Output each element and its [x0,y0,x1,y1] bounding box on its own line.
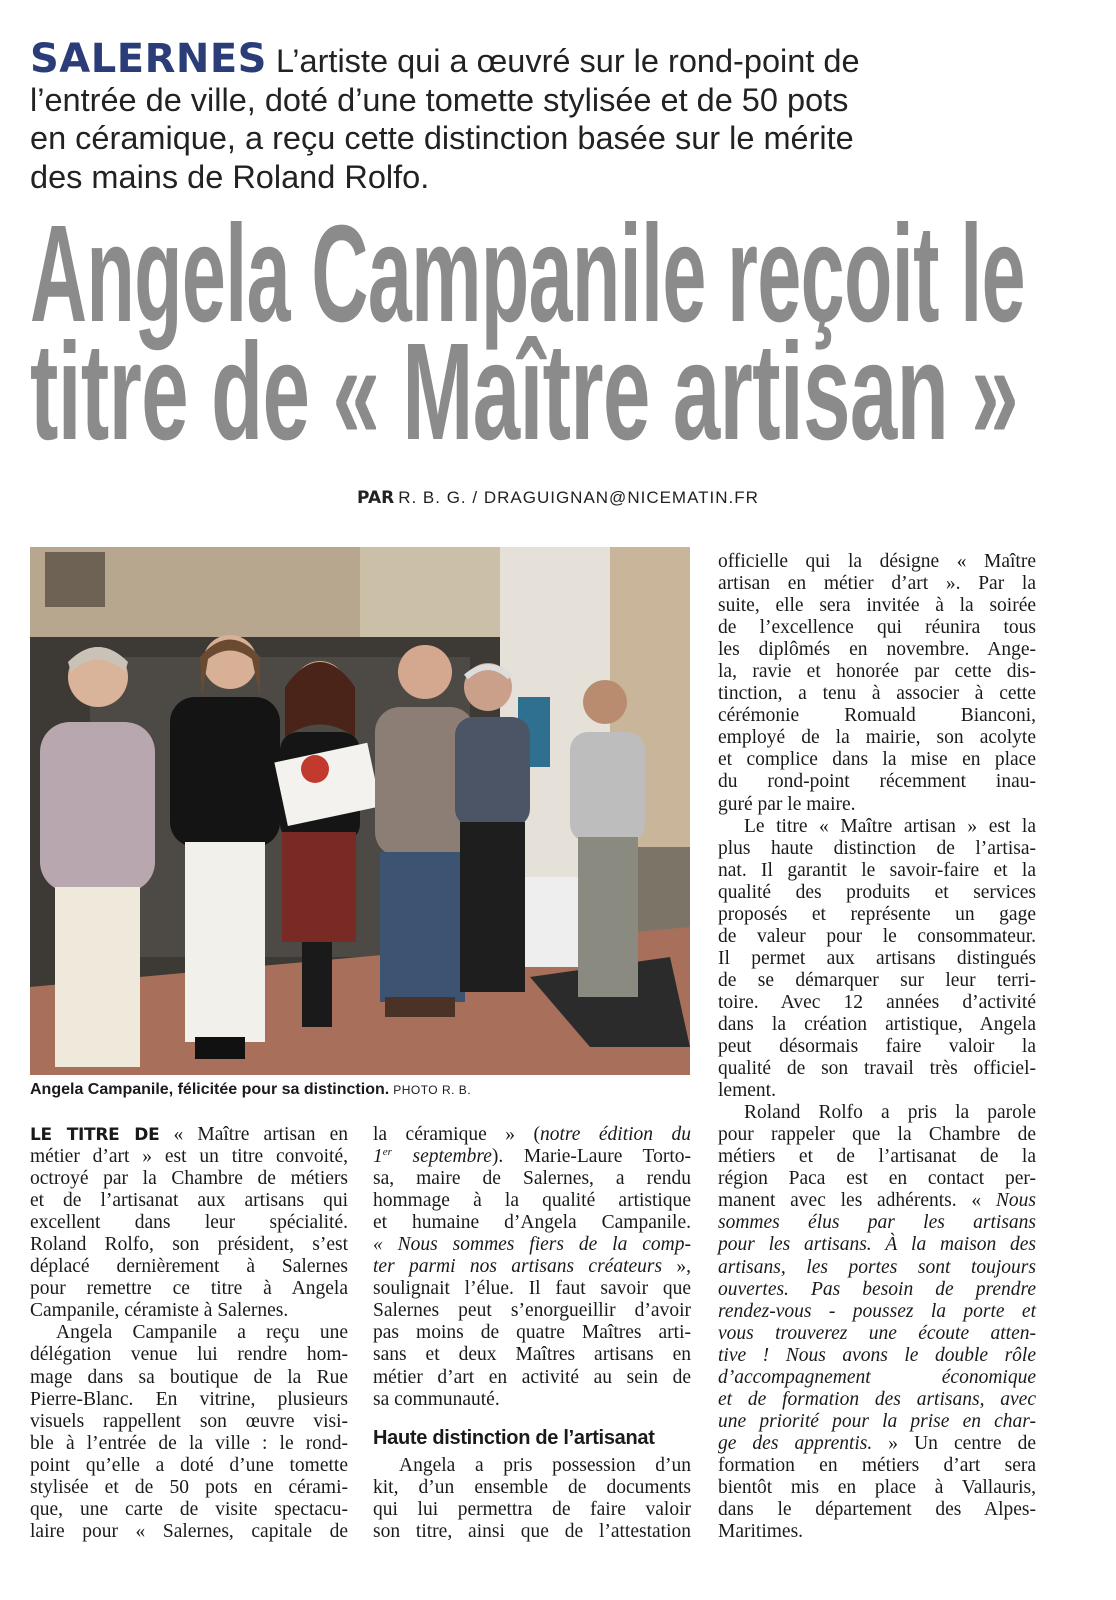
text-line: Il permet aux artisans distingués [718,947,1036,969]
text-line: dans la création artistique, Angela [718,1013,1036,1035]
text-line: visuels rappellent son œuvre visi- [30,1410,348,1432]
deck [30,36,1090,196]
text-line: du rond-point récemment inau- [718,771,1036,793]
byline [0,488,1116,508]
deck-line [30,36,1090,82]
text-line: délégation venue lui rendre hom- [30,1344,348,1366]
text-segment: ). Marie-Laure Torto- [491,1146,692,1168]
text-line: et de l’artisanat aux artisans qui [30,1190,348,1212]
subheading: Haute distinction de l’artisanat [373,1426,655,1449]
text-line: qui lui permettra de faire valoir [373,1498,691,1520]
spacer [373,1411,691,1423]
text-line: pas moins de quatre Maîtres arti- [373,1322,691,1344]
text-segment: sommes élus par les artisans [718,1212,1036,1234]
text-line: peut désormais faire valoir la [718,1036,1036,1058]
text-line: cérémonie Romuald Bianconi, [718,705,1036,727]
text-line: sans et deux Maîtres artisans en [373,1344,691,1366]
text-line: tinction, a tenu à associer à cette [718,683,1036,705]
headline [30,197,1090,469]
headline-line [30,315,1090,469]
text-line: Salernes peut s’enorgueillir d’avoir [373,1300,691,1322]
byline-author: R. B. G. / DRAGUIGNAN@NICEMATIN.FR [398,488,759,507]
text-line [373,1124,691,1146]
text-segment: la céramique » ( [373,1124,540,1145]
text-line: les diplômés en novembre. Ange- [718,639,1036,661]
deck-line: des mains de Roland Rolfo. [30,158,430,195]
text-line: proposés et représente un gage [718,903,1036,925]
text-line [373,1146,691,1168]
text-line: de se démarquer sur leur terri- [718,969,1036,991]
text-line: de valeur pour le consommateur. [718,925,1036,947]
text-line: formation en métiers d’art sera [718,1454,1036,1476]
text-segment: 1 [373,1146,383,1168]
article-column-1 [30,1124,348,1543]
text-line: déplacé dernièrement à Salernes [30,1256,348,1278]
article-photo [30,547,690,1075]
location-kicker: SALERNES [30,36,267,82]
deck-line: en céramique, a reçu cette distinction basée sur le mérite [30,120,854,156]
text-line: sa communauté. [373,1388,500,1410]
text-line [718,1257,1036,1279]
text-line: région Paca est en contact per- [718,1168,1036,1190]
text-segment: d’accompagnement économique [718,1366,1036,1388]
text-segment: », [662,1256,692,1278]
article-column-3 [718,551,1036,1543]
text-line: plus haute distinction de l’artisa- [718,837,1036,859]
text-line: et humaine d’Angela Campanile. [373,1212,691,1234]
text-line [718,1433,1036,1455]
text-line: la, ravie et honorée par cette dis- [718,661,1036,683]
lead-in: LE TITRE DE [30,1125,160,1145]
text-line [718,1389,1036,1411]
text-segment: « Nous sommes fiers de la comp- [373,1234,691,1256]
text-segment: notre édition du [539,1124,691,1145]
text-line: toire. Avec 12 années d’activité [718,991,1036,1013]
photo-caption [30,1081,471,1099]
text-line: nat. Il garantit le savoir-faire et la [718,859,1036,881]
text-line: soulignait l’élue. Il faut savoir que [373,1278,691,1300]
text-line: Pierre-Blanc. En vitrine, plusieurs [30,1388,348,1410]
text-line [718,1345,1036,1367]
text-line: ble à l’entrée de la ville : le rond- [30,1432,348,1454]
text-line [718,1323,1036,1345]
text-segment: rendez-vous - poussez la porte et [718,1300,1036,1322]
text-line: qualité des produits et services [718,881,1036,903]
text-segment: » Un centre de [872,1432,1036,1454]
caption-text: Angela Campanile, félicitée pour sa distinction. [30,1081,390,1098]
text-line: laire pour « Salernes, capitale de [30,1520,348,1542]
text-segment: ter parmi nos artisans créateurs [373,1256,663,1278]
text-line: métiers et de l’artisanat de la [718,1146,1036,1168]
text-line: lement. [718,1080,776,1102]
text-segment: vous trouverez une écoute atten- [718,1322,1036,1344]
text-line: métier d’art » est un titre convoité, [30,1146,348,1168]
text-line [718,1367,1036,1389]
text-line: Maritimes. [718,1521,804,1543]
text-line: bientôt mis en place à Vallauris, [718,1476,1036,1498]
text-line: son titre, ainsi que de l’attestation [373,1520,691,1542]
text-line [373,1234,691,1256]
text-line [718,1212,1036,1234]
text-segment: ouvertes. Pas besoin de prendre [718,1278,1036,1300]
deck-text: L’artiste qui a œuvré sur le rond-point de [267,43,860,79]
text-line: suite, elle sera invitée à la soirée [718,595,1036,617]
text-line [718,1411,1036,1433]
text-line: métier d’art en activité au sein de [373,1366,691,1388]
text-line: et complice dans la mise en place [718,749,1036,771]
text-line [718,1190,1036,1212]
text-segment: une priorité pour la prise en char- [718,1410,1036,1432]
headline-text: Angela Campanile reçoit le [30,197,1025,351]
deck-line: l’entrée de ville, doté d’une tomette stylisée et de 50 pots [30,81,849,118]
text-line [718,1234,1036,1256]
text-line: Roland Rolfo a pris la parole [744,1102,1036,1124]
text-line: Angela Campanile a reçu une [56,1322,348,1344]
headline-text: titre de « Maître artisan » [30,315,1018,469]
text-line: officielle qui la désigne « Maître [718,551,1036,572]
text-segment: et de formation des artisans, avec [718,1388,1036,1410]
text-segment: Nous [995,1190,1036,1212]
article-column-2 [373,1124,691,1543]
text-line: pour remettre ce titre à Angela [30,1278,348,1300]
text-segment: er [382,1146,392,1159]
text-line: que, une carte de visite spectacu- [30,1498,348,1520]
text-line: artisan en métier d’art ». Par la [718,573,1036,595]
text-line: Angela a pris possession d’un [399,1454,691,1476]
text-line: excellent dans leur spécialité. [30,1212,348,1234]
text-line [718,1301,1036,1323]
text-line: kit, d’un ensemble de documents [373,1476,691,1498]
text-line: Roland Rolfo, son président, s’est [30,1234,348,1256]
text-line: qualité de son travail très officiel- [718,1058,1036,1080]
text-line: pour rappeler que la Chambre de [718,1124,1036,1146]
text-line: guré par le maire. [718,793,856,815]
text-segment: artisans, les portes sont toujours [718,1256,1036,1278]
text-line: Le titre « Maître artisan » est la [744,815,1036,837]
photo-credit: PHOTO R. B. [393,1083,472,1097]
text-line: mage dans sa boutique de la Rue [30,1366,348,1388]
text-segment: « Maître artisan en [159,1124,348,1145]
text-segment: septembre [391,1146,492,1168]
text-line: hommage à la qualité artistique [373,1190,691,1212]
text-line: stylisée et de 50 pots en cérami- [30,1476,348,1498]
text-line: octroyé par la Chambre de métiers [30,1168,348,1190]
text-segment: manent avec les adhérents. « [718,1190,996,1212]
text-line: sa, maire de Salernes, a rendu [373,1168,691,1190]
text-line [373,1256,691,1278]
text-line: dans le département des Alpes- [718,1499,1036,1521]
text-line: point qu’elle a doté d’une tomette [30,1454,348,1476]
text-line: Campanile, céramiste à Salernes. [30,1300,289,1322]
text-segment: tive ! Nous avons le double rôle [718,1344,1036,1366]
text-line [718,1279,1036,1301]
byline-par: PAR [357,488,395,508]
person-2 [170,635,280,1059]
text-segment: pour les artisans. À la maison des [718,1234,1036,1256]
text-line [30,1124,348,1146]
text-line: de l’excellence qui réunira tous [718,617,1036,639]
text-line: employé de la mairie, son acolyte [718,727,1036,749]
text-segment: ge des apprentis. [718,1432,873,1454]
photo-scene [30,547,690,1075]
